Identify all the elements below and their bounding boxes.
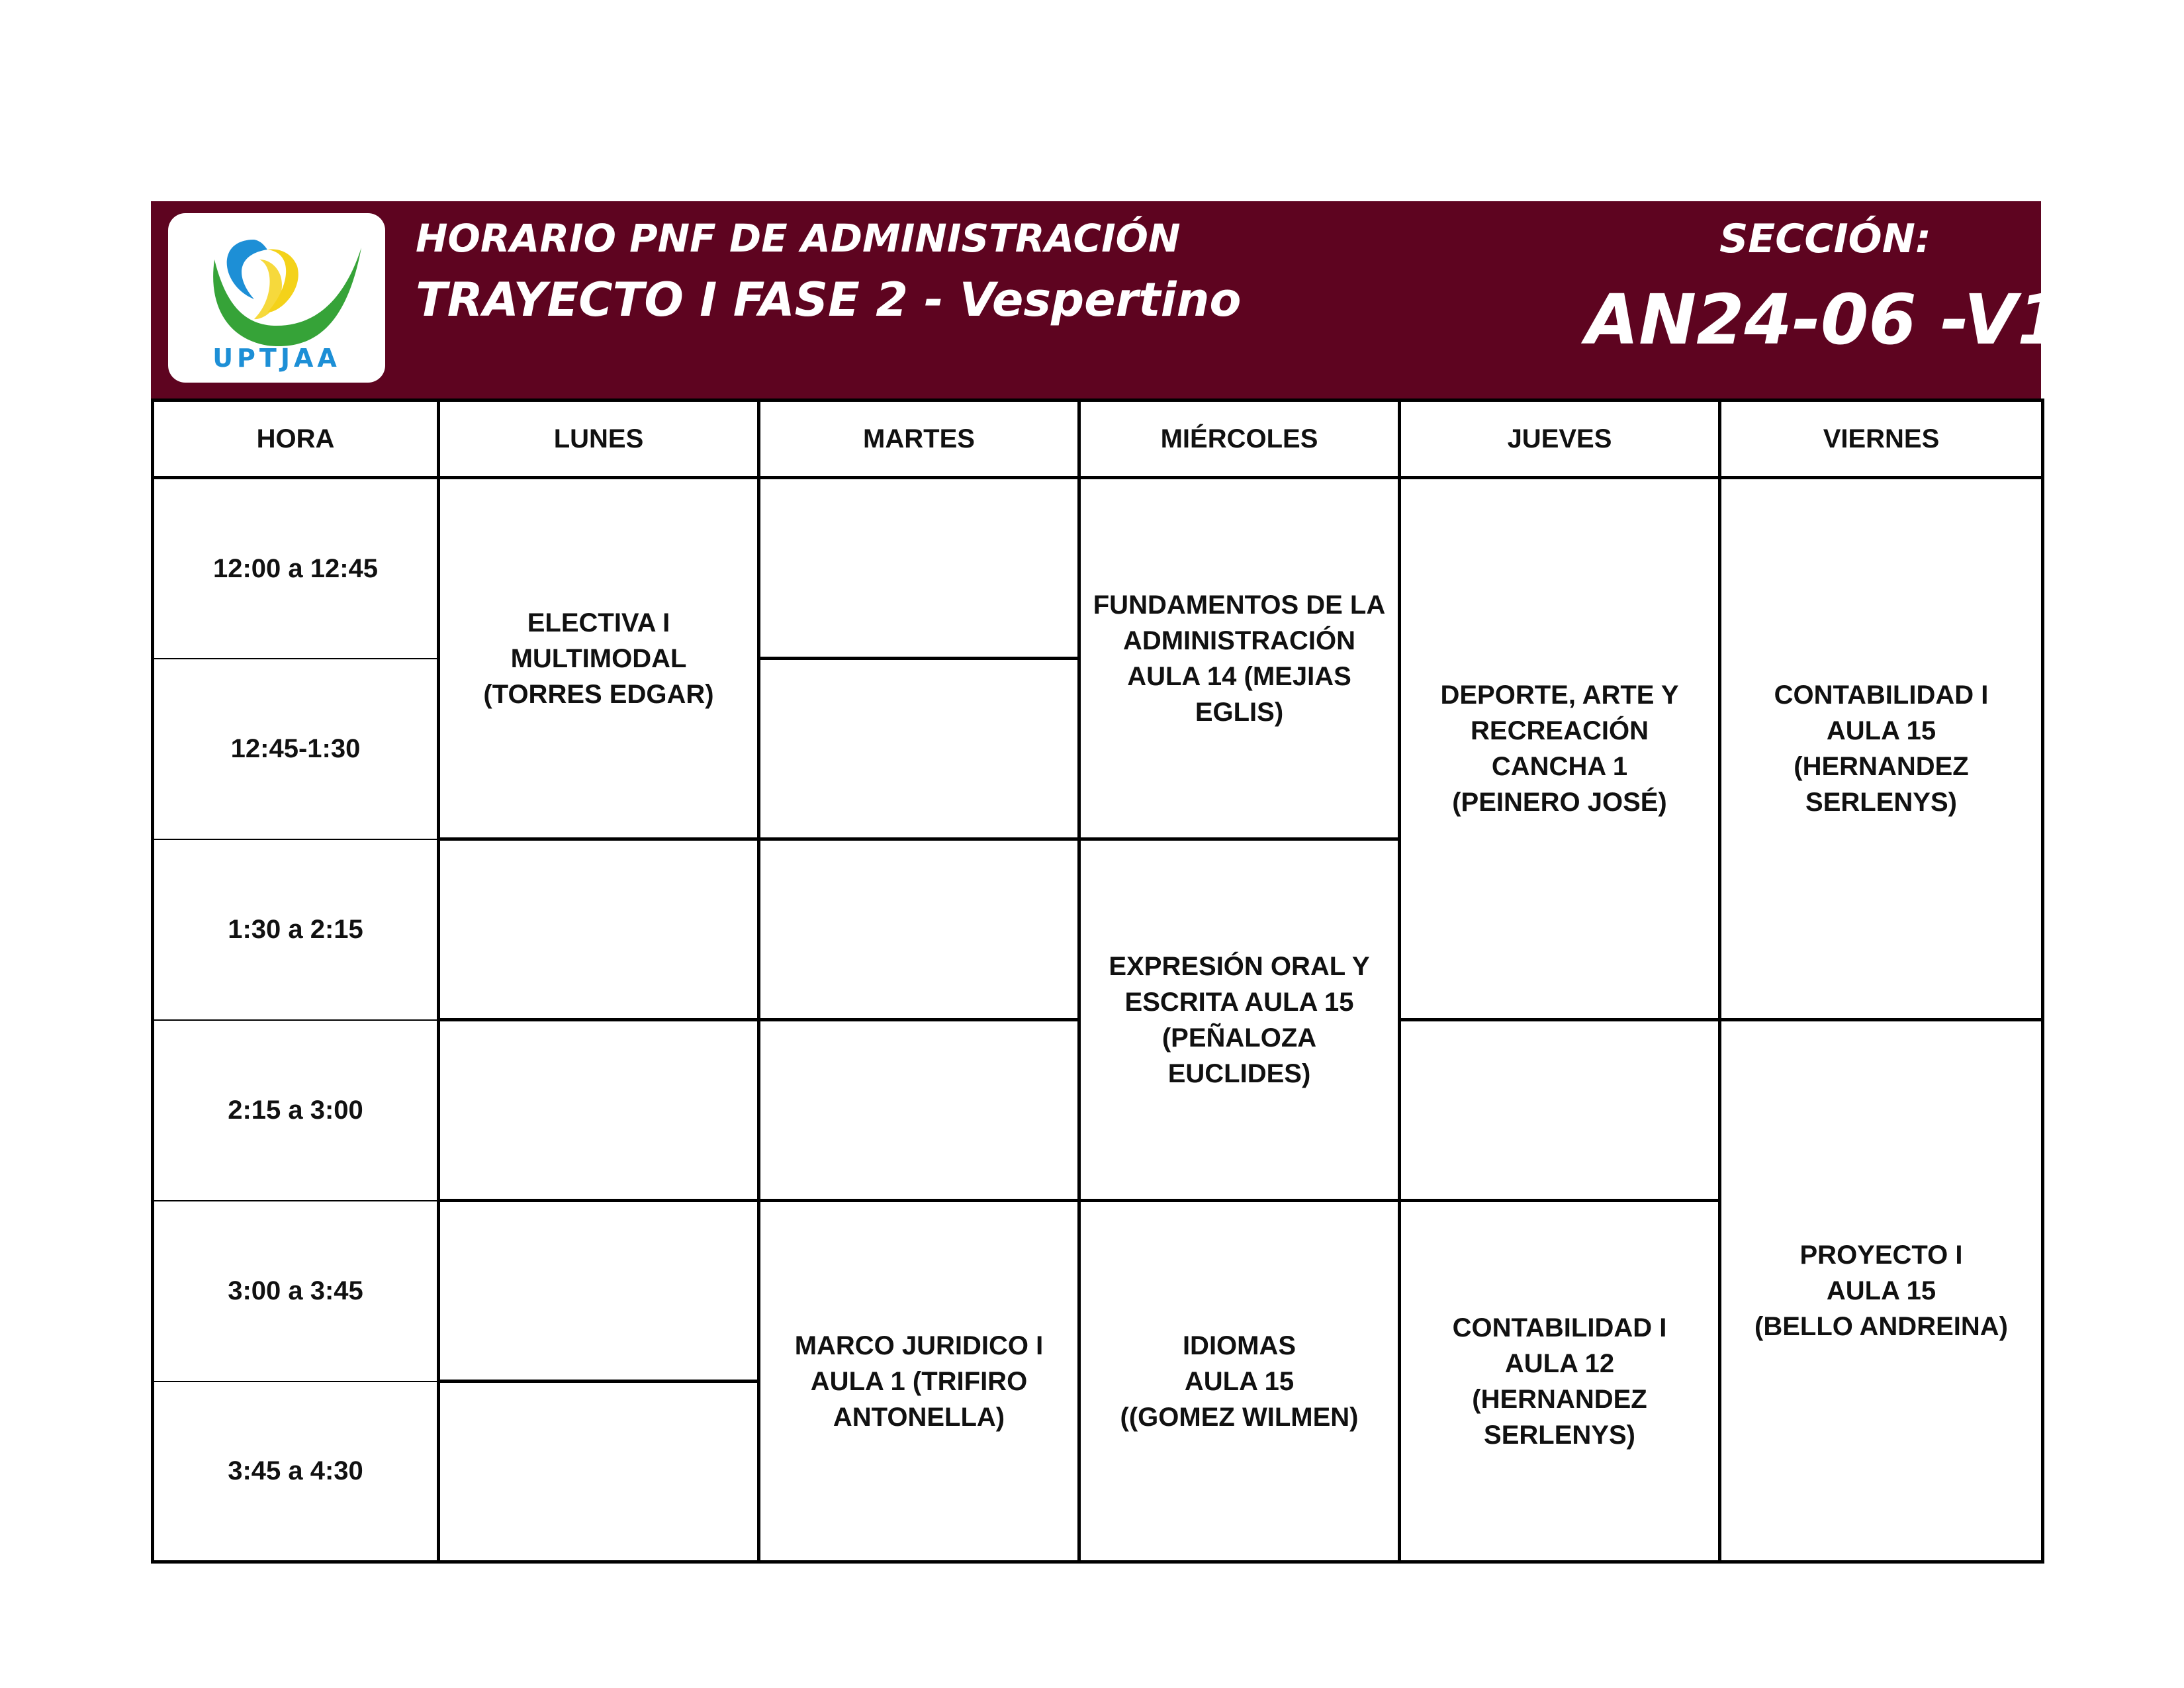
class-cell-martes-2 — [759, 659, 1079, 839]
table-header-row — [153, 400, 2043, 478]
class-text-line: ESCRITA AULA 15 — [1124, 987, 1354, 1017]
col-header-miercoles: MIÉRCOLES — [1079, 400, 1400, 478]
class-text-line: EGLIS) — [1195, 697, 1284, 727]
class-cell-jueves-4 — [1400, 1020, 1720, 1201]
class-text-line: ((GOMEZ WILMEN) — [1120, 1402, 1359, 1432]
hour-cell: 3:45 a 4:30 — [153, 1382, 439, 1562]
class-cell-martes-4 — [759, 1020, 1079, 1201]
class-cell-lunes-6 — [439, 1382, 759, 1562]
class-text-line: (HERNANDEZ — [1794, 752, 1969, 781]
class-text-line: SERLENYS) — [1484, 1420, 1635, 1450]
class-cell-viernes-1 — [1720, 478, 2043, 1020]
section-label: SECCIÓN: — [1719, 216, 1931, 262]
table-row — [153, 478, 2043, 659]
class-cell-lunes-3 — [439, 839, 759, 1020]
class-text-line: MARCO JURIDICO I — [794, 1331, 1044, 1360]
hour-cell: 3:00 a 3:45 — [153, 1201, 439, 1382]
class-text-line: MULTIMODAL — [510, 643, 687, 673]
class-text-line: CONTABILIDAD I — [1452, 1313, 1667, 1342]
class-text-line: AULA 1 (TRIFIRO — [810, 1366, 1028, 1396]
class-text-line: (PEINERO JOSÉ) — [1452, 788, 1667, 817]
class-text-line: AULA 14 (MEJIAS — [1127, 661, 1351, 691]
class-text-line: (BELLO ANDREINA) — [1754, 1312, 2008, 1341]
class-cell-martes-1 — [759, 478, 1079, 659]
class-text-line: CANCHA 1 — [1491, 752, 1628, 781]
class-text-line: EUCLIDES) — [1167, 1058, 1311, 1088]
class-cell-miercoles-5 — [1079, 1201, 1400, 1562]
header-banner — [151, 201, 2066, 399]
class-text-line: (TORRES EDGAR) — [483, 679, 714, 709]
class-text-line: RECREACIÓN — [1471, 716, 1649, 745]
schedule-sheet — [151, 201, 2066, 1564]
col-header-viernes: VIERNES — [1720, 400, 2043, 478]
class-cell-jueves-1 — [1400, 478, 1720, 1020]
class-cell-miercoles-3 — [1079, 839, 1400, 1201]
class-text-line: ELECTIVA I — [527, 608, 670, 637]
class-cell-martes-5 — [759, 1201, 1079, 1562]
col-header-lunes: LUNES — [439, 400, 759, 478]
col-header-hora: HORA — [153, 400, 439, 478]
class-text-line: DEPORTE, ARTE Y — [1440, 680, 1679, 710]
class-text-line: AULA 12 — [1504, 1348, 1615, 1378]
logo-wordmark: UPTJAA — [212, 344, 341, 373]
section-code: AN24-06 -V1 — [1585, 279, 2066, 360]
class-cell-jueves-5 — [1400, 1201, 1720, 1562]
schedule-table — [151, 399, 2044, 1564]
uptjaa-logo-icon — [168, 213, 385, 383]
class-cell-viernes-4 — [1720, 1020, 2043, 1562]
class-text-line: PROYECTO I — [1799, 1241, 1963, 1270]
class-text-line: SERLENYS) — [1805, 788, 1957, 817]
page-title: HORARIO PNF DE ADMINISTRACIÓN — [416, 216, 1181, 261]
class-text-line: AULA 15 — [1826, 716, 1936, 745]
class-text-line: FUNDAMENTOS DE LA — [1093, 590, 1386, 620]
class-text-line: AULA 15 — [1826, 1276, 1936, 1305]
class-text-line: ANTONELLA) — [833, 1402, 1005, 1432]
university-logo — [168, 213, 385, 383]
class-cell-miercoles-1 — [1079, 478, 1400, 839]
col-header-martes: MARTES — [759, 400, 1079, 478]
class-text-line: ADMINISTRACIÓN — [1122, 626, 1356, 655]
class-text-line: (PEÑALOZA — [1161, 1023, 1317, 1053]
hour-cell: 12:00 a 12:45 — [153, 478, 439, 659]
page-subtitle: TRAYECTO I FASE 2 - Vespertino — [416, 273, 1242, 327]
col-header-jueves: JUEVES — [1400, 400, 1720, 478]
class-text-line: EXPRESIÓN ORAL Y — [1109, 951, 1370, 981]
hour-cell: 2:15 a 3:00 — [153, 1020, 439, 1201]
class-text-line: IDIOMAS — [1182, 1331, 1297, 1360]
class-text-line: (HERNANDEZ — [1472, 1384, 1647, 1414]
class-cell-martes-3 — [759, 839, 1079, 1020]
hour-cell: 12:45-1:30 — [153, 659, 439, 839]
class-cell-lunes-1 — [439, 478, 759, 839]
class-text-line: AULA 15 — [1184, 1366, 1295, 1396]
class-cell-lunes-5 — [439, 1201, 759, 1382]
class-text-line: CONTABILIDAD I — [1774, 680, 1989, 710]
hour-cell: 1:30 a 2:15 — [153, 839, 439, 1020]
class-cell-lunes-4 — [439, 1020, 759, 1201]
